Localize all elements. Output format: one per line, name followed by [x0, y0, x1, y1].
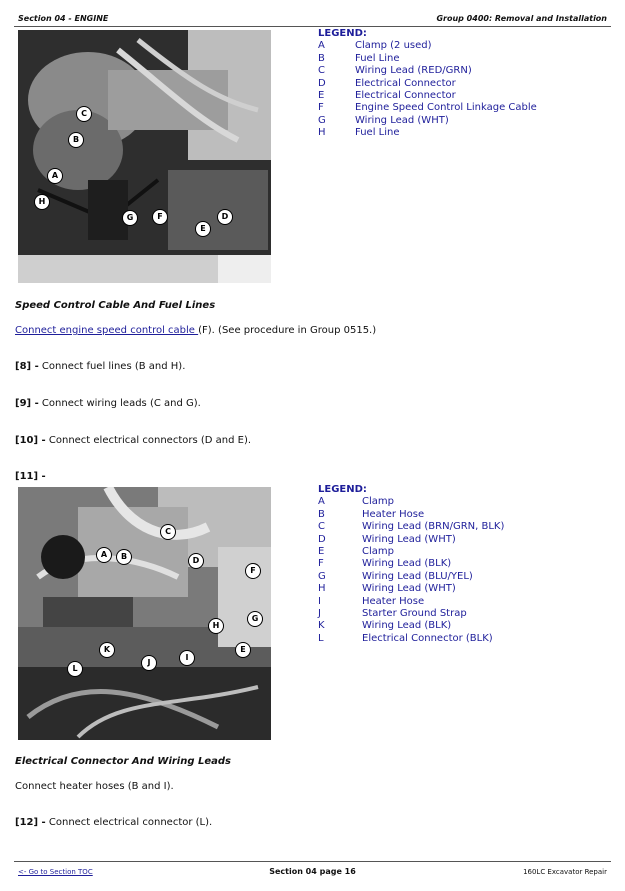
- callout-a: A: [47, 168, 63, 184]
- section-heading-speed-control: Speed Control Cable And Fuel Lines: [15, 300, 216, 311]
- callout-d: D: [188, 553, 204, 569]
- section-heading-electrical: Electrical Connector And Wiring Leads: [15, 756, 232, 767]
- callout-g: G: [247, 611, 263, 627]
- heater-hoses-line: Connect heater hoses (B and I).: [15, 781, 174, 792]
- legend-row: F Wiring Lead (BLK): [318, 558, 452, 570]
- callout-g: G: [122, 210, 138, 226]
- callout-c: C: [160, 524, 176, 540]
- legend-row: G Wiring Lead (WHT): [318, 114, 449, 126]
- legend-row: E Electrical Connector: [318, 90, 456, 102]
- step-8: [8] - Connect fuel lines (B and H).: [15, 361, 186, 372]
- legend-row: I Heater Hose: [318, 595, 425, 607]
- step-10: [10] - Connect electrical connectors (D and E).: [15, 435, 252, 446]
- page-number: Section 04 page 16: [269, 867, 356, 876]
- legend-row: D Wiring Lead (WHT): [318, 533, 456, 545]
- legend-row: J Starter Ground Strap: [318, 608, 467, 620]
- callout-h: H: [208, 618, 224, 634]
- legend-row: E Clamp: [318, 546, 394, 558]
- callout-i: I: [179, 650, 195, 666]
- callout-h: H: [34, 194, 50, 210]
- legend-row: G Wiring Lead (BLU/YEL): [318, 570, 473, 582]
- legend-row: B Fuel Line: [318, 52, 400, 64]
- callout-c: C: [76, 106, 92, 122]
- callout-k: K: [99, 642, 115, 658]
- legend-1: [318, 28, 537, 140]
- legend-row: F Engine Speed Control Linkage Cable: [318, 102, 537, 114]
- callout-d: D: [217, 209, 233, 225]
- step-9: [9] - Connect wiring leads (C and G).: [15, 398, 201, 409]
- step-12: [12] - Connect electrical connector (L).: [15, 817, 213, 828]
- legend-row: D Electrical Connector: [318, 77, 456, 89]
- callout-f: F: [245, 563, 261, 579]
- legend-row: A Clamp: [318, 496, 394, 508]
- speed-control-cable-link[interactable]: Connect engine speed control cable: [15, 325, 199, 336]
- callout-a: A: [96, 547, 112, 563]
- callout-l: L: [67, 661, 83, 677]
- callout-e: E: [195, 221, 211, 237]
- engine-photo-2: [18, 487, 271, 740]
- legend-title: LEGEND:: [318, 484, 367, 495]
- footer-divider: [14, 861, 611, 862]
- legend-row: C Wiring Lead (BRN/GRN, BLK): [318, 521, 505, 533]
- callout-j: J: [141, 655, 157, 671]
- legend-row: H Fuel Line: [318, 127, 400, 139]
- go-to-section-toc-link[interactable]: <- Go to Section TOC: [18, 868, 93, 876]
- step-11: [11] -: [15, 471, 46, 482]
- procedure-line: Connect engine speed control cable (F). (See procedure in Group 0515.): [15, 325, 377, 336]
- legend-row: B Heater Hose: [318, 508, 425, 520]
- legend-2: [318, 484, 504, 645]
- callout-f: F: [152, 209, 168, 225]
- legend-row: A Clamp (2 used): [318, 40, 432, 52]
- callout-b: B: [68, 132, 84, 148]
- legend-row: H Wiring Lead (WHT): [318, 583, 456, 595]
- callout-b: B: [116, 549, 132, 565]
- legend-row: L Electrical Connector (BLK): [318, 632, 493, 644]
- callout-e: E: [235, 642, 251, 658]
- engine-photo-1: [18, 30, 271, 283]
- legend-row: C Wiring Lead (RED/GRN): [318, 65, 472, 77]
- header-section: Section 04 - ENGINE: [18, 14, 109, 23]
- document-title: 160LC Excavator Repair: [523, 868, 607, 876]
- header-divider: [14, 26, 611, 27]
- legend-title: LEGEND:: [318, 28, 367, 39]
- header-group: Group 0400: Removal and Installation: [436, 14, 607, 23]
- legend-row: K Wiring Lead (BLK): [318, 620, 452, 632]
